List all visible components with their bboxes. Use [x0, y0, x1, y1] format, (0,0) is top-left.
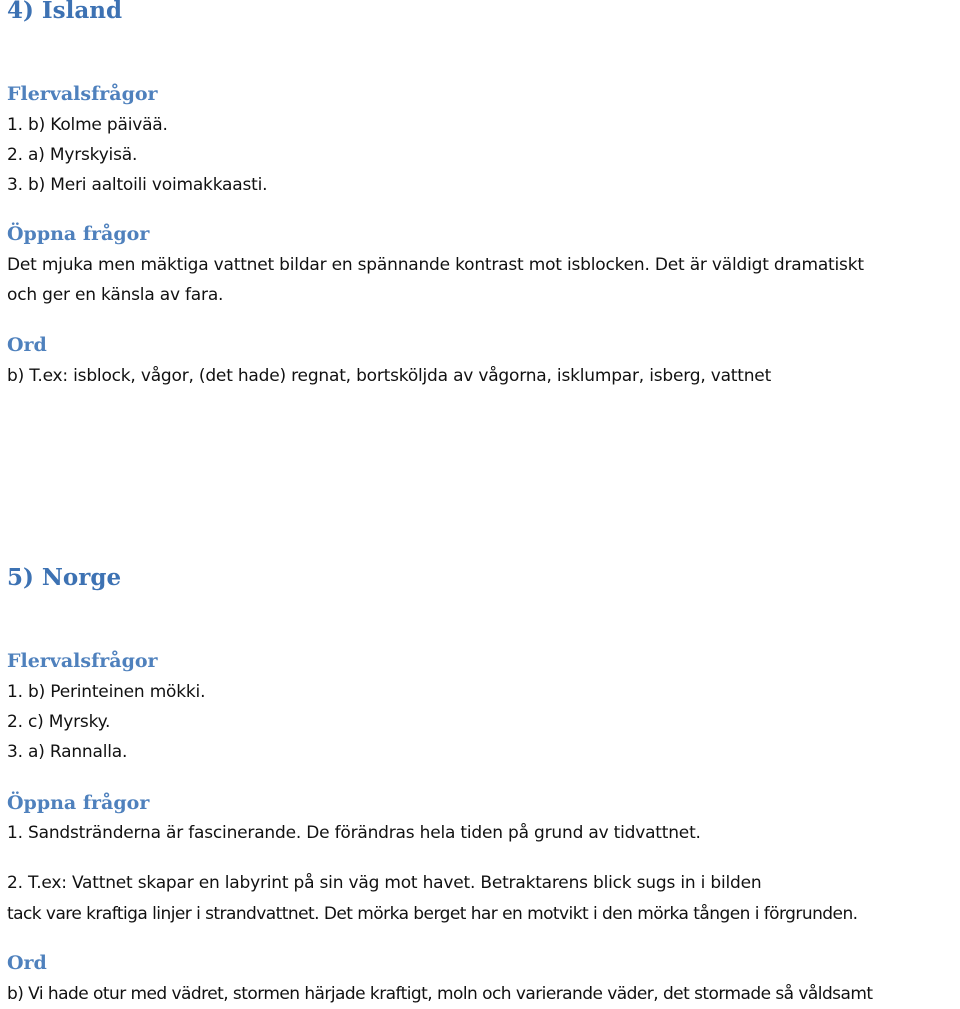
- section-4-open-line-1: Det mjuka men mäktiga vattnet bildar en spännande kontrast mot isblocken. Det är väldigt dramatiskt: [7, 255, 864, 275]
- section-5-title: 5) Norge: [7, 564, 122, 591]
- section-5-open-heading: Öppna frågor: [7, 792, 150, 814]
- section-4-mc-answer-3: 3. b) Meri aaltoili voimakkaasti.: [7, 175, 268, 195]
- section-5-mc-answer-1: 1. b) Perinteinen mökki.: [7, 682, 206, 702]
- section-5-mc-answer-3: 3. a) Rannalla.: [7, 742, 128, 762]
- section-5-mc-heading: Flervalsfrågor: [7, 650, 158, 672]
- section-4-mc-answer-2: 2. a) Myrskyisä.: [7, 145, 138, 165]
- section-5-words-heading: Ord: [7, 952, 47, 974]
- section-4-words-line: b) T.ex: isblock, vågor, (det hade) regnat, bortsköljda av vågorna, isklumpar, isberg, vattnet: [7, 366, 772, 386]
- section-5-open-answer-2-line-2: tack vare kraftiga linjer i strandvattnet. Det mörka berget har en motvikt i den mörka tången i förgrunden.: [7, 904, 858, 924]
- section-4-words-heading: Ord: [7, 334, 47, 356]
- section-4-open-heading: Öppna frågor: [7, 223, 150, 245]
- section-4-title: 4) Island: [7, 0, 123, 24]
- section-5-open-answer-1: 1. Sandstränderna är fascinerande. De förändras hela tiden på grund av tidvattnet.: [7, 823, 701, 843]
- section-4-mc-heading: Flervalsfrågor: [7, 83, 158, 105]
- section-4-mc-answer-1: 1. b) Kolme päivää.: [7, 115, 168, 135]
- section-5-open-answer-2-line-1: 2. T.ex: Vattnet skapar en labyrint på sin väg mot havet. Betraktarens blick sugs in i bilden: [7, 873, 762, 893]
- section-5-words-line: b) Vi hade otur med vädret, stormen härjade kraftigt, moln och varierande väder, det stormade så våldsamt: [7, 984, 873, 1004]
- section-5-mc-answer-2: 2. c) Myrsky.: [7, 712, 111, 732]
- section-4-open-line-2: och ger en känsla av fara.: [7, 285, 224, 305]
